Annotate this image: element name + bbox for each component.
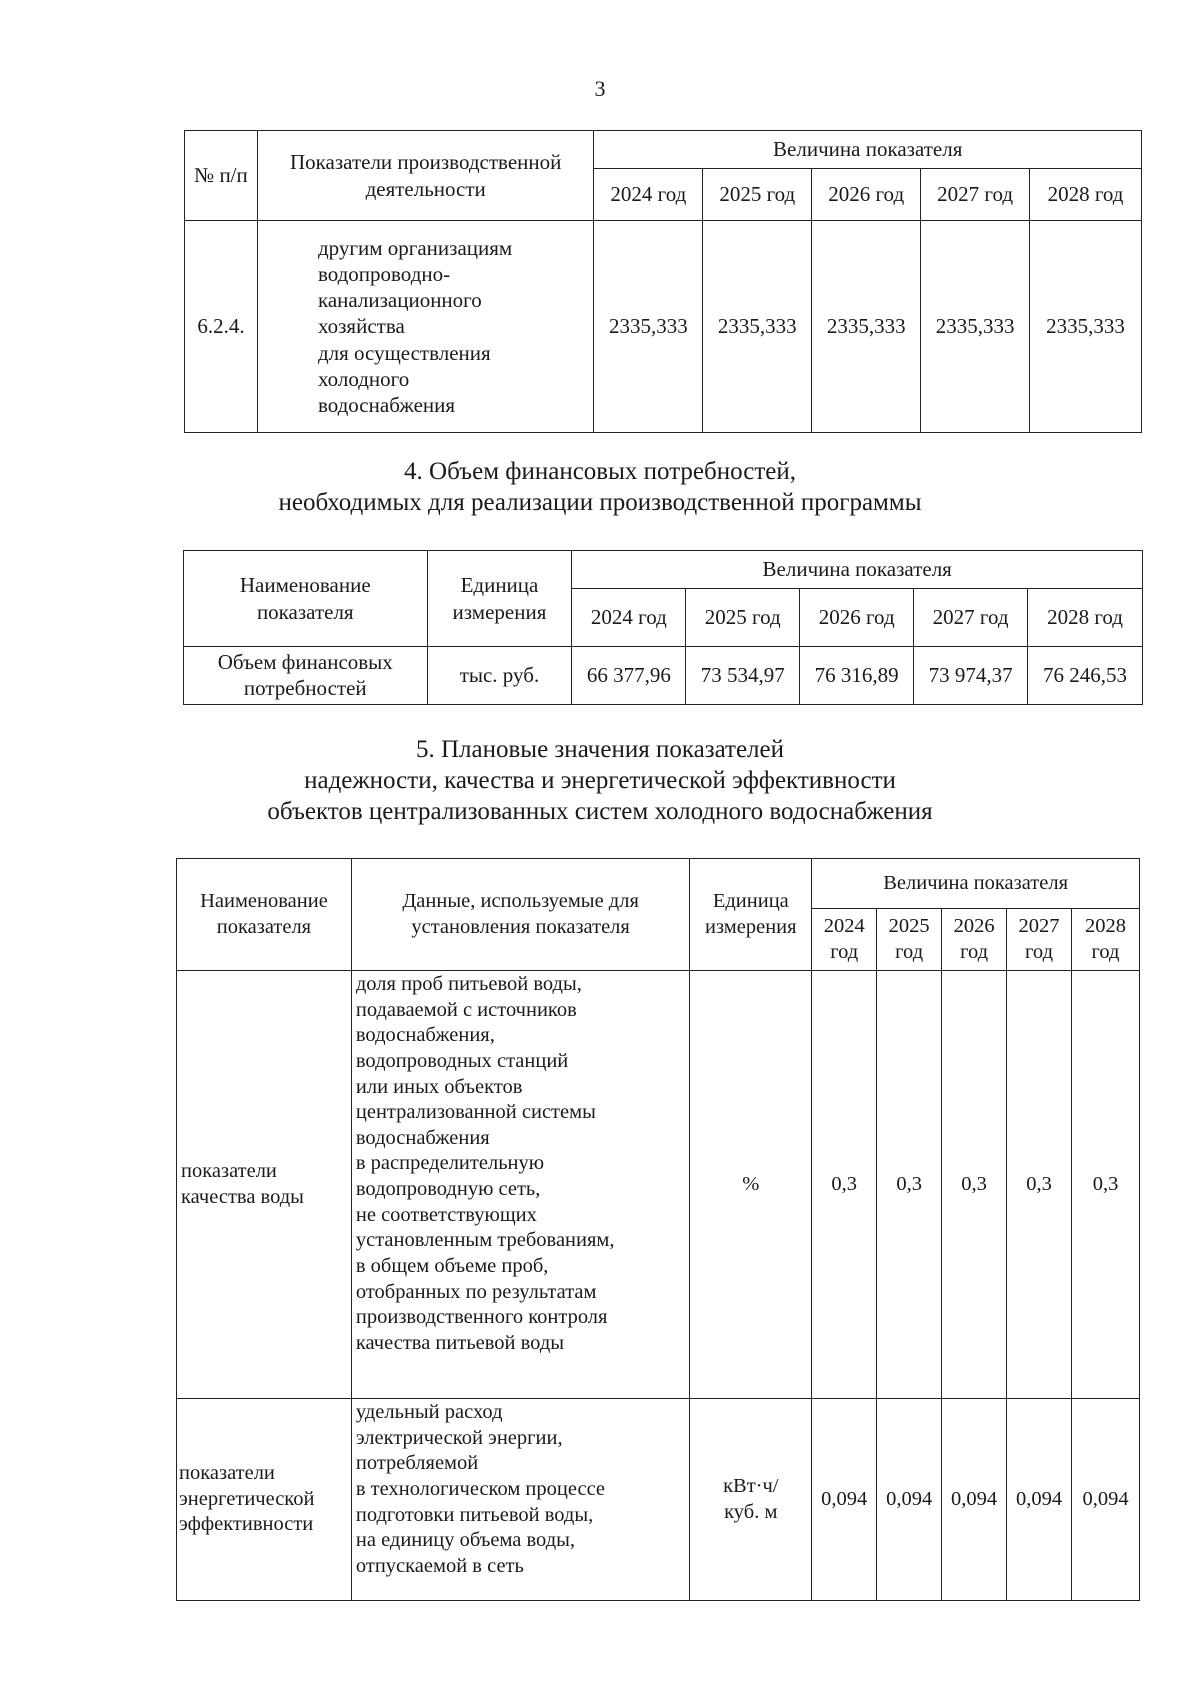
row-name: показатели качества воды [177,971,352,1399]
row-name-line: хозяйства [317,314,405,339]
row-data-line: водопроводных станций [355,1049,569,1072]
header-year: 2027 год [1007,909,1072,971]
row-value: 2335,333 [594,221,703,433]
row-unit: кВт·ч/ куб. м [690,1399,812,1601]
row-data-line: установленным требованиям, [355,1229,615,1252]
row-data-line: централизованной системы [355,1101,596,1124]
row-name-line: водоснабжения [317,393,456,418]
header-year: 2026 год [942,909,1007,971]
row-value: 0,094 [812,1399,877,1601]
row-data-line: не соответствующих [355,1203,537,1226]
reliability-indicators-table [176,858,1140,1601]
page-number: 3 [594,76,606,101]
row-data-line: в общем объеме проб, [355,1254,549,1277]
row-value: 2335,333 [921,221,1030,433]
header-name: Наименование показателя [177,859,352,971]
section-title-line: 4. Объем финансовых потребностей, [404,458,796,485]
row-data-line: качества питьевой воды [355,1331,565,1354]
header-year: 2026 год [800,589,914,647]
row-data-line: водоснабжения [355,1126,490,1149]
row-data-line: отпускаемой в сеть [355,1554,524,1577]
row-data-line: подаваемой с источников [355,998,577,1021]
header-name: Наименование показателя [184,551,428,647]
row-data-line: производственного контроля [355,1306,608,1329]
row-data-used [351,1399,689,1601]
header-unit: Единица измерения [427,551,572,647]
row-num: 6.2.4. [185,221,258,433]
row-data-line: удельный расход [355,1401,503,1423]
row-value: 2335,333 [812,221,921,433]
header-year: 2024 год [594,169,703,221]
row-value: 2335,333 [703,221,812,433]
section-title-line: 5. Плановые значения показателей [415,736,785,763]
row-data-line: отобранных по результатам [355,1280,597,1303]
row-name-line: холодного [317,366,410,391]
row-unit: тыс. руб. [427,647,572,705]
production-indicators-table [184,130,1142,433]
header-indicator: Показатели производственной деятельности [257,131,593,221]
row-value: 0,094 [1072,1399,1140,1601]
row-name-line: водопроводно- [317,261,451,286]
row-value: 0,3 [1072,971,1140,1399]
row-name-line: канализационного [317,288,482,313]
section-4-title [0,456,1200,518]
header-year: 2028 год [1072,909,1140,971]
section-5-title [0,734,1200,827]
header-year: 2025 год [686,589,800,647]
section-title-line: объектов централизованных систем холодного водоснабжения [267,798,933,825]
row-data-line: доля проб питьевой воды, [355,973,582,995]
header-unit: Единица измерения [690,859,812,971]
row-data-line: в технологическом процессе [355,1477,606,1500]
row-value: 0,094 [942,1399,1007,1601]
header-value-group: Величина показателя [594,131,1142,169]
row-data-line: потребляемой [355,1452,479,1475]
row-name: показатели энергетической эффективности [177,1399,352,1601]
row-data-line: или иных объектов [355,1075,523,1098]
row-name [257,221,593,433]
row-data-line: водопроводную сеть, [355,1178,541,1200]
header-year: 2025 год [877,909,942,971]
header-value-group: Величина показателя [812,859,1140,909]
row-unit: % [690,971,812,1399]
header-data-used: Данные, используемые для установления показателя [351,859,689,971]
financial-needs-table [183,550,1143,705]
row-value: 0,3 [877,971,942,1399]
row-value: 73 534,97 [686,647,800,705]
row-value: 76 246,53 [1028,647,1143,705]
row-value: 0,3 [812,971,877,1399]
row-data-used [351,971,689,1399]
row-data-line: в распределительную [355,1152,545,1175]
header-year: 2024 год [572,589,686,647]
section-title-line: надежности, качества и энергетической эффективности [304,767,896,794]
row-value: 0,3 [942,971,1007,1399]
header-num: № п/п [185,131,258,221]
row-data-line: на единицу объема воды, [355,1529,576,1552]
section-title-line: необходимых для реализации производственной программы [278,489,922,516]
row-value: 0,3 [1007,971,1072,1399]
header-year: 2027 год [921,169,1030,221]
row-value: 66 377,96 [572,647,686,705]
header-year: 2028 год [1028,589,1143,647]
row-value: 73 974,37 [914,647,1028,705]
row-data-line: водоснабжения, [355,1024,495,1047]
row-value: 0,094 [1007,1399,1072,1601]
row-value: 76 316,89 [800,647,914,705]
header-year: 2027 год [914,589,1028,647]
row-value: 0,094 [877,1399,942,1601]
row-name: Объем финансовых потребностей [184,647,428,705]
header-value-group: Величина показателя [572,551,1143,589]
row-name-line: другим организациям [317,235,513,260]
header-year: 2028 год [1030,169,1142,221]
row-data-line: подготовки питьевой воды, [355,1503,594,1526]
row-data-line: электрической энергии, [355,1426,563,1449]
header-year: 2025 год [703,169,812,221]
header-year: 2026 год [812,169,921,221]
row-value: 2335,333 [1030,221,1142,433]
row-name-line: для осуществления [317,340,491,365]
header-year: 2024 год [812,909,877,971]
